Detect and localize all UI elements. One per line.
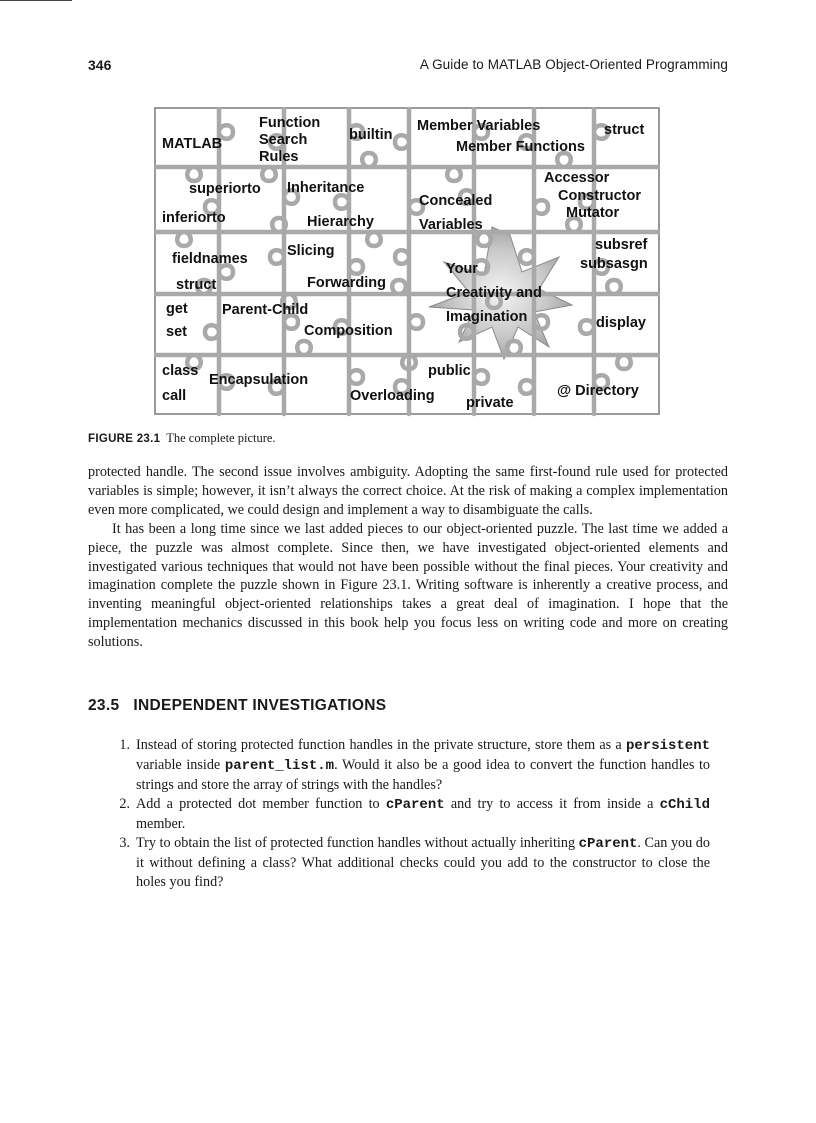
list-item	[110, 834, 710, 892]
word-superiorto: superiorto	[189, 181, 261, 197]
word-encapsulation: Encapsulation	[209, 372, 309, 388]
word-constructor: Constructor	[558, 188, 641, 204]
word-inheritance: Inheritance	[287, 180, 365, 196]
word-imagination: Imagination	[446, 309, 528, 325]
item-text: variable inside	[136, 757, 225, 773]
word-private: private	[466, 395, 514, 411]
item-number: 3.	[119, 835, 130, 851]
word-directory: @ Directory	[557, 383, 639, 399]
word-concealed: Concealed	[419, 193, 493, 209]
paragraph-1: protected handle. The second issue involves ambiguity. Adopting the same first-found rule used for protected variables is simple; however, it isn’t always the correct choice. At the risk of making a complex implementation even more complicated, we could design and implement a way to disambiguate the calls.	[88, 464, 728, 518]
word-parent-child: Parent-Child	[222, 302, 309, 318]
item-text: . Can you do it without defining a class? What additional checks could you add to the constructor to close the holes you find?	[136, 835, 710, 890]
running-title: A Guide to MATLAB Object-Oriented Programming	[419, 57, 728, 72]
figure-23-1	[154, 107, 660, 417]
investigations-list	[110, 736, 710, 892]
word-struct-left: struct	[176, 277, 217, 293]
word-member-functions: Member Functions	[456, 139, 585, 155]
word-builtin: builtin	[349, 127, 393, 143]
word-search: Search	[259, 132, 308, 148]
word-struct-top: struct	[604, 122, 645, 138]
code-persistent: persistent	[625, 738, 710, 754]
word-get: get	[166, 301, 188, 317]
page-header	[88, 57, 728, 75]
word-display: display	[596, 315, 646, 331]
word-member-variables: Member Variables	[417, 118, 541, 134]
paragraph-2: It has been a long time since we last added pieces to our object-oriented puzzle. The last time we added a piece, the puzzle was almost complete. Since then, we have investigated object-oriented elements and investigated various techniques that would not have been possible without the final pieces. Your creativity and imagination complete the puzzle shown in Figure 23.1. Writing software is inherently a creative process, and inventing meaningful object-oriented relationships takes a great deal of imagination. I hope that the implementation mechanics discussed in this book help you focus less on writing code and more on creating solutions.	[88, 520, 728, 651]
code-cparent: cParent	[578, 836, 638, 852]
word-subsref: subsref	[595, 237, 648, 253]
word-rules: Rules	[259, 149, 299, 165]
word-composition: Composition	[304, 323, 393, 339]
word-your: Your	[446, 261, 478, 277]
code-cparent: cParent	[385, 797, 445, 813]
word-subsasgn: subsasgn	[580, 256, 648, 272]
item-number: 2.	[119, 796, 130, 812]
word-forwarding: Forwarding	[307, 275, 386, 291]
caption-label: FIGURE 23.1	[88, 433, 161, 445]
word-set: set	[166, 324, 187, 340]
corner-rule	[0, 0, 72, 1]
item-text: Add a protected dot member function to	[136, 796, 386, 812]
word-function: Function	[259, 115, 321, 131]
item-text: member.	[136, 816, 186, 832]
list-item	[110, 795, 710, 834]
word-slicing: Slicing	[287, 243, 335, 259]
item-text: . Would it also be a good idea to convert the function handles to strings and store the array of strings with the handles?	[136, 757, 711, 793]
item-text: Instead of storing protected function handles in the private structure, store them as a	[136, 737, 626, 753]
item-number: 1.	[119, 737, 130, 753]
word-inferiorto: inferiorto	[162, 210, 226, 226]
word-variables: Variables	[419, 217, 483, 233]
code-parent-list: parent_list.m	[224, 758, 335, 774]
figure-caption	[88, 431, 276, 446]
word-public: public	[428, 363, 471, 379]
word-fieldnames: fieldnames	[172, 251, 248, 267]
word-overloading: Overloading	[350, 388, 435, 404]
word-hierarchy: Hierarchy	[307, 214, 374, 230]
section-title: INDEPENDENT INVESTIGATIONS	[133, 697, 387, 714]
list-item	[110, 736, 710, 795]
section-number: 23.5	[88, 697, 120, 714]
item-text: and try to access it from inside a	[444, 796, 660, 812]
word-matlab: MATLAB	[162, 136, 223, 152]
word-mutator: Mutator	[566, 205, 620, 221]
word-creativity-and: Creativity and	[446, 285, 542, 301]
word-accessor: Accessor	[544, 170, 610, 186]
puzzle-illustration	[154, 107, 660, 417]
page-number: 346	[88, 57, 112, 73]
item-text: Try to obtain the list of protected function handles without actually inheriting	[136, 835, 579, 851]
code-cchild: cChild	[659, 797, 710, 813]
word-call: call	[162, 388, 187, 404]
word-class: class	[162, 363, 199, 379]
section-heading	[88, 697, 386, 715]
body-text	[88, 463, 728, 652]
caption-text: The complete picture.	[166, 431, 276, 445]
